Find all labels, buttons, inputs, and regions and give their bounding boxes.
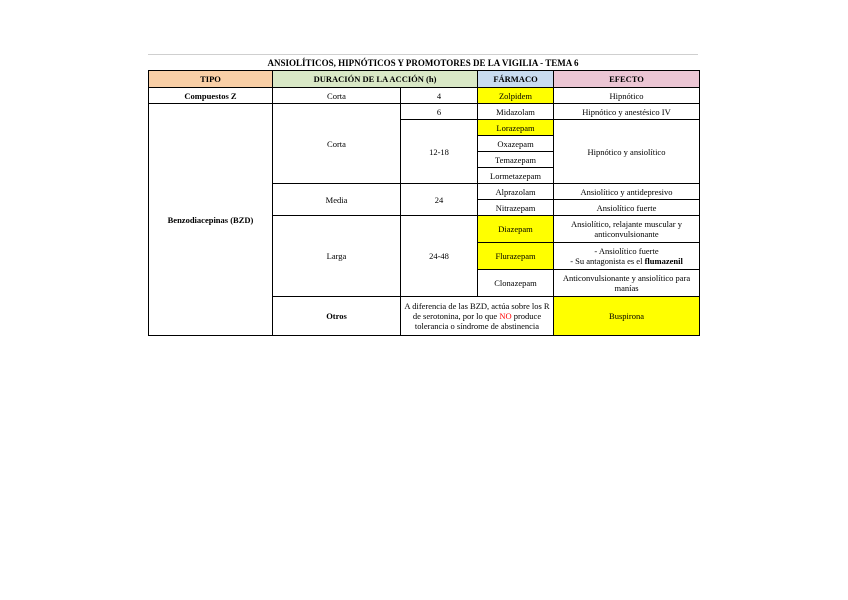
tipo-cell: Benzodiacepinas (BZD) (149, 104, 273, 336)
duracion-cell: Larga (273, 216, 401, 297)
farmaco-cell: Alprazolam (478, 184, 554, 200)
farmaco-cell: Flurazepam (478, 243, 554, 270)
header-tipo: TIPO (149, 71, 273, 88)
horas-cell: 12-18 (401, 120, 478, 184)
table-row (149, 88, 700, 104)
header-efecto: EFECTO (554, 71, 700, 88)
efecto-cell: Anticonvulsionante y ansiolítico para manías (554, 270, 700, 297)
duracion-cell: Media (273, 184, 401, 216)
descripcion-text: produce tolerancia o síndrome de abstinencia (414, 311, 542, 331)
horas-cell: 4 (401, 88, 478, 104)
farmaco-cell: Midazolam (478, 104, 554, 120)
header-farmaco: FÁRMACO (478, 71, 554, 88)
farmaco-cell: Zolpidem (478, 88, 554, 104)
efecto-cell: Ansiolítico fuerte (554, 200, 700, 216)
efecto-cell: Hipnótico (554, 88, 700, 104)
descripcion-cell (401, 297, 554, 336)
page-title: ANSIOLÍTICOS, HIPNÓTICOS Y PROMOTORES DE LA VIGILIA - TEMA 6 (148, 54, 698, 71)
efecto-cell: Hipnótico y ansiolítico (554, 120, 700, 184)
efecto-cell (554, 243, 700, 270)
efecto-line: - Su antagonista es el (570, 256, 645, 266)
efecto-cell: Ansiolítico y antidepresivo (554, 184, 700, 200)
duracion-cell: Corta (273, 88, 401, 104)
farmaco-cell: Lorazepam (478, 120, 554, 136)
duracion-cell: Corta (273, 104, 401, 184)
header-row (149, 71, 700, 88)
efecto-line: - Ansiolítico fuerte (594, 246, 659, 256)
descripcion-text: A diferencia de las BZD, actúa sobre los R de serotonina, por lo que (404, 301, 550, 321)
farmaco-cell: Lormetazepam (478, 168, 554, 184)
drug-table (148, 70, 700, 336)
tipo-cell: Otros (273, 297, 401, 336)
table-row (149, 104, 700, 120)
tipo-cell: Compuestos Z (149, 88, 273, 104)
farmaco-cell: Diazepam (478, 216, 554, 243)
efecto-cell: Hipnótico y anestésico IV (554, 104, 700, 120)
no-emphasis: NO (499, 311, 512, 321)
farmaco-cell: Oxazepam (478, 136, 554, 152)
horas-cell: 24 (401, 184, 478, 216)
farmaco-cell: Buspirona (554, 297, 700, 336)
horas-cell: 24-48 (401, 216, 478, 297)
farmaco-cell: Clonazepam (478, 270, 554, 297)
efecto-cell: Ansiolítico, relajante muscular y anticonvulsionante (554, 216, 700, 243)
header-duracion: DURACIÓN DE LA ACCIÓN (h) (273, 71, 478, 88)
horas-cell: 6 (401, 104, 478, 120)
antagonista-name: flumazenil (644, 256, 683, 266)
farmaco-cell: Nitrazepam (478, 200, 554, 216)
farmaco-cell: Temazepam (478, 152, 554, 168)
